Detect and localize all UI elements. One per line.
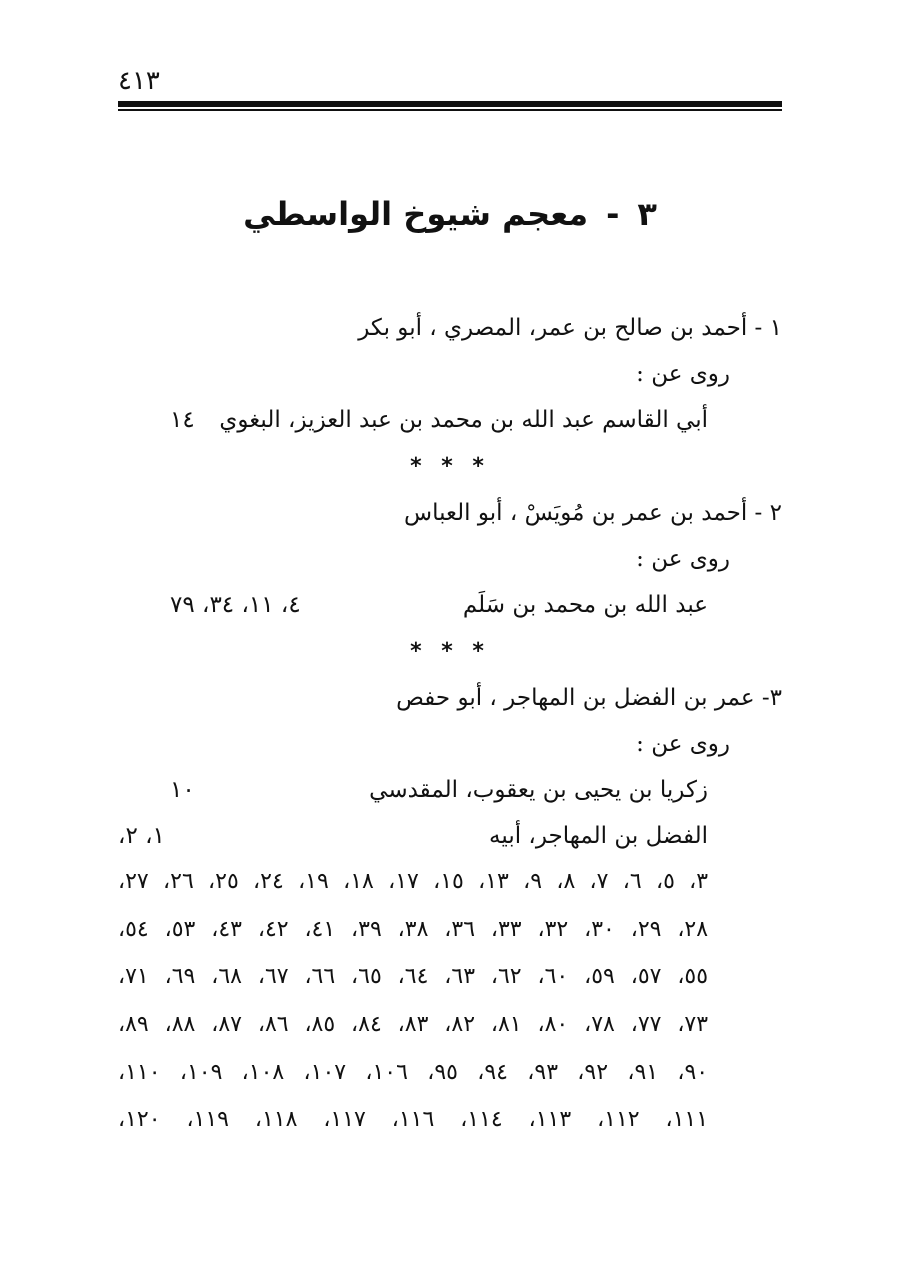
entry-heading: ٢ - أحمد بن عمر بن مُويَسْ ، أبو العباس	[404, 500, 782, 526]
teacher-name: عبد الله بن محمد بن سَلَم	[462, 592, 708, 618]
ref-numbers-row: ٥٥، ٥٧، ٥٩، ٦٠، ٦٢، ٦٣، ٦٤، ٦٥، ٦٦، ٦٧، ٦٨، ٦٩، ٧١،	[118, 964, 709, 989]
header-rule-thin	[118, 109, 782, 111]
teacher-refs: ١٠	[170, 777, 195, 803]
entry-heading: ١ - أحمد بن صالح بن عمر، المصري ، أبو بكر	[358, 315, 782, 341]
ref-numbers-row: ٧٣، ٧٧، ٧٨، ٨٠، ٨١، ٨٢، ٨٣، ٨٤، ٨٥، ٨٦، ٨٧، ٨٨، ٨٩،	[118, 1012, 709, 1037]
header-rule-thick	[118, 101, 782, 107]
entry-heading: ٣- عمر بن الفضل بن المهاجر ، أبو حفص	[396, 685, 782, 711]
chapter-title-text: معجم شيوخ الواسطي	[243, 195, 589, 233]
separator-stars: * * *	[410, 454, 490, 479]
teacher-name: زكريا بن يحيى بن يعقوب، المقدسي	[369, 777, 708, 803]
ref-numbers-row: ٢٨، ٢٩، ٣٠، ٣٢، ٣٣، ٣٦، ٣٨، ٣٩، ٤١، ٤٢، ٤٣، ٥٣، ٥٤،	[118, 917, 709, 942]
ref-numbers-row: ١١١، ١١٢، ١١٣، ١١٤، ١١٦، ١١٧، ١١٨، ١١٩، ١٢٠،	[118, 1107, 709, 1132]
teacher-refs: ٤، ١١، ٣٤، ٧٩	[170, 592, 301, 618]
teacher-name: الفضل بن المهاجر، أبيه	[489, 823, 708, 849]
ref-numbers-row: ٣، ٥، ٦، ٧، ٨، ٩، ١٣، ١٥، ١٧، ١٨، ١٩، ٢٤، ٢٥، ٢٦، ٢٧،	[118, 869, 709, 894]
rawa-label: روى عن :	[636, 731, 730, 757]
teacher-refs: ١٤	[170, 407, 195, 433]
separator-stars: * * *	[410, 639, 490, 664]
page-number: ٤١٣	[118, 66, 160, 96]
teacher-name: أبي القاسم عبد الله بن محمد بن عبد العزيز، البغوي	[219, 407, 708, 433]
chapter-number: ٣	[637, 195, 657, 233]
chapter-dash: -	[606, 195, 620, 233]
teacher-refs: ١، ٢،	[118, 823, 165, 849]
rawa-label: روى عن :	[636, 546, 730, 572]
ref-numbers-row: ٩٠، ٩١، ٩٢، ٩٣، ٩٤، ٩٥، ١٠٦، ١٠٧، ١٠٨، ١٠٩، ١١٠،	[118, 1060, 709, 1085]
rawa-label: روى عن :	[636, 361, 730, 387]
chapter-title	[118, 190, 782, 238]
